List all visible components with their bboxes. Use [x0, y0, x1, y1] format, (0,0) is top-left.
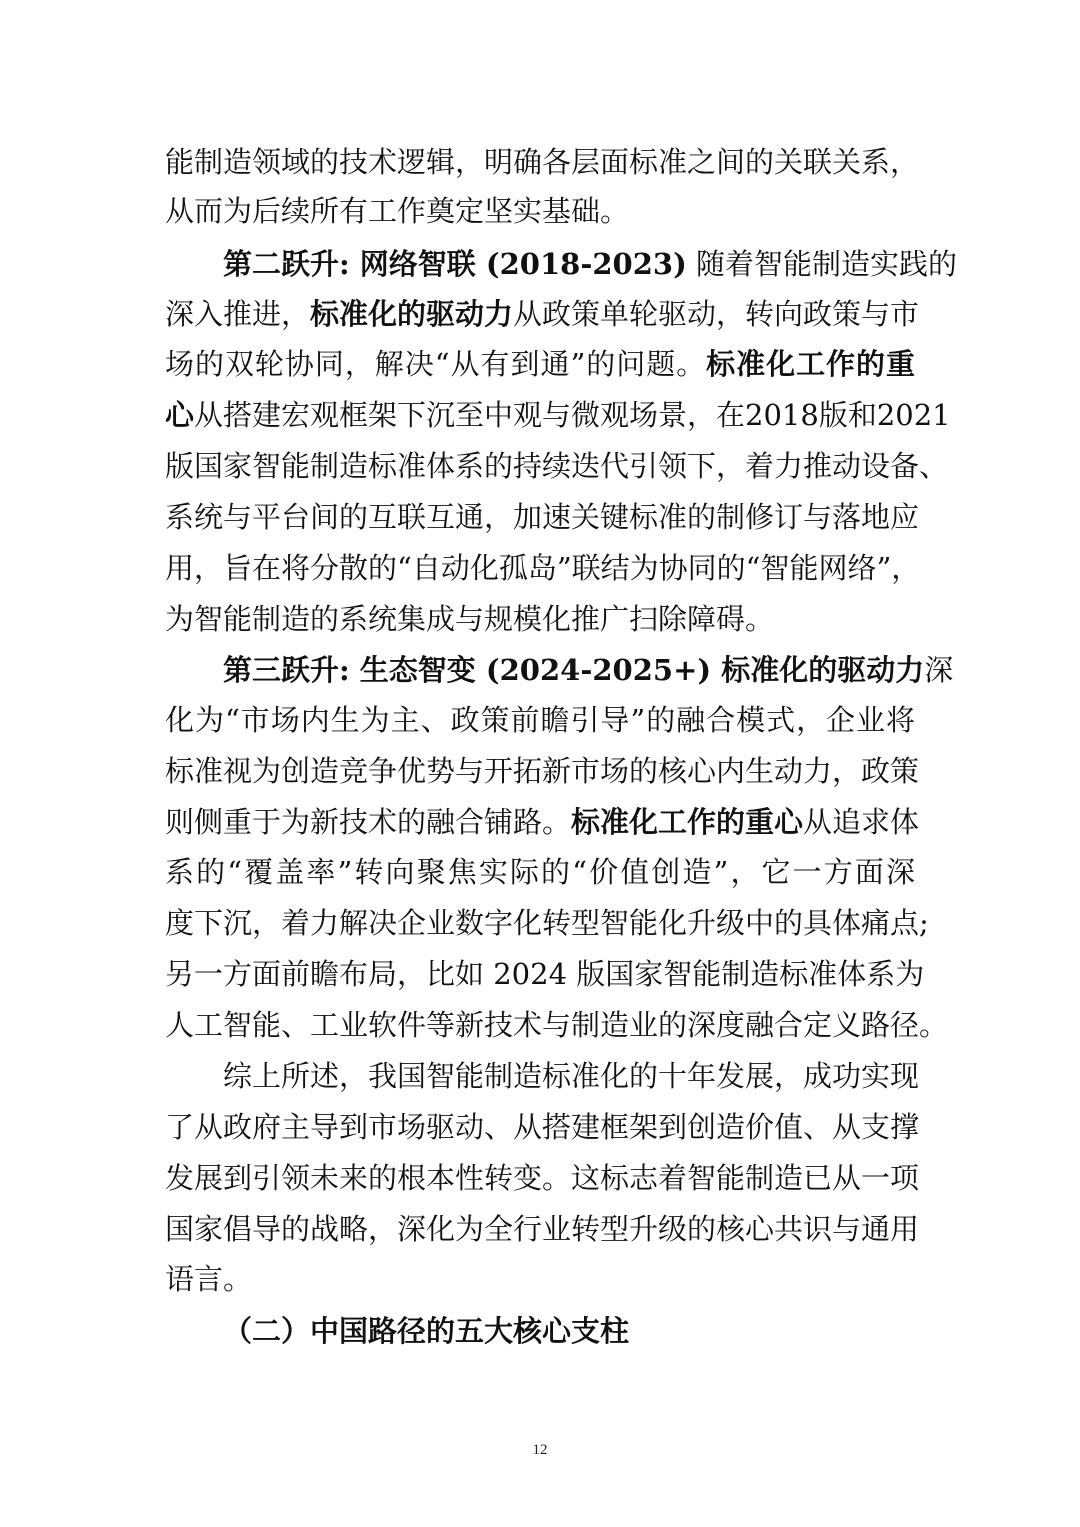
section-heading: （二）中国路径的五大核心支柱 [223, 1314, 630, 1348]
text-line [165, 291, 920, 337]
text-line: 系的“覆盖率”转向聚焦实际的“价值创造”，它一方面深 [165, 855, 915, 889]
text-line: 度下沉，着力解决企业数字化转型智能化升级中的具体痛点; [165, 906, 929, 940]
text-line [165, 392, 951, 438]
text-line: 从而为后续所有工作奠定坚实基础。 [165, 194, 630, 228]
text-line: 人工智能、工业软件等新技术与制造业的深度融合定义路径。 [165, 1008, 949, 1042]
text-line [223, 647, 954, 693]
text-span: 从政策单轮驱动，转向政策与市 [513, 297, 920, 331]
text-line [165, 799, 920, 845]
text-line: 另一方面前瞻布局，比如 2024 版国家智能制造标准体系为 [165, 957, 925, 991]
text-line: 发展到引领未来的根本性转变。这标志着智能制造已从一项 [165, 1161, 920, 1195]
text-line: 了从政府主导到市场驱动、从搭建框架到创造价值、从支撑 [165, 1110, 920, 1144]
text-line: 综上所述，我国智能制造标准化的十年发展，成功实现 [223, 1059, 920, 1093]
bold-phrase: 标准化工作的重 [706, 347, 915, 381]
text-line: 用，旨在将分散的“自动化孤岛”联结为协同的“智能网络”， [165, 551, 921, 585]
text-span: 深入推进， [165, 297, 311, 331]
text-line: 版国家智能制造标准体系的持续迭代引领下，着力推动设备、 [165, 449, 949, 483]
bold-phrase: 标准化的驱动力 [310, 297, 514, 331]
text-line: 标准视为创造竞争优势与开拓新市场的核心内生动力，政策 [165, 754, 920, 788]
bold-phrase: 标准化工作的重心 [571, 805, 804, 839]
text-span: 从追求体 [803, 805, 920, 839]
text-span: 随着智能制造实践的 [686, 247, 958, 281]
bold-phrase: 标准化的驱动力 [711, 653, 925, 687]
text-line: 能制造领域的技术逻辑，明确各层面标准之间的关联关系， [165, 145, 920, 179]
text-line: 系统与平台间的互联互通，加速关键标准的制修订与落地应 [165, 500, 920, 534]
page-number: 12 [532, 1442, 548, 1458]
text-span: 深 [924, 653, 954, 687]
text-line: 化为“市场内生为主、政策前瞻引导”的融合模式，企业将 [165, 703, 915, 737]
text-span: 场的双轮协同，解决“从有到通”的问题。 [165, 347, 707, 381]
text-span: 则侧重于为新技术的融合铺路。 [165, 805, 572, 839]
text-line [223, 241, 958, 287]
text-line: 为智能制造的系统集成与规模化推广扫除障碍。 [165, 602, 775, 636]
text-line [165, 341, 915, 387]
text-line: 国家倡导的战略，深化为全行业转型升级的核心共识与通用 [165, 1212, 920, 1246]
bold-phrase: 第三跃升: 生态智变 (2024-2025+) [223, 653, 712, 687]
bold-phrase: 第二跃升: 网络智联 (2018-2023) [223, 247, 687, 281]
text-line: 语言。 [165, 1262, 253, 1296]
text-span: 从搭建宏观框架下沉至中观与微观场景，在2018版和2021 [194, 398, 951, 432]
bold-phrase: 心 [165, 398, 195, 432]
